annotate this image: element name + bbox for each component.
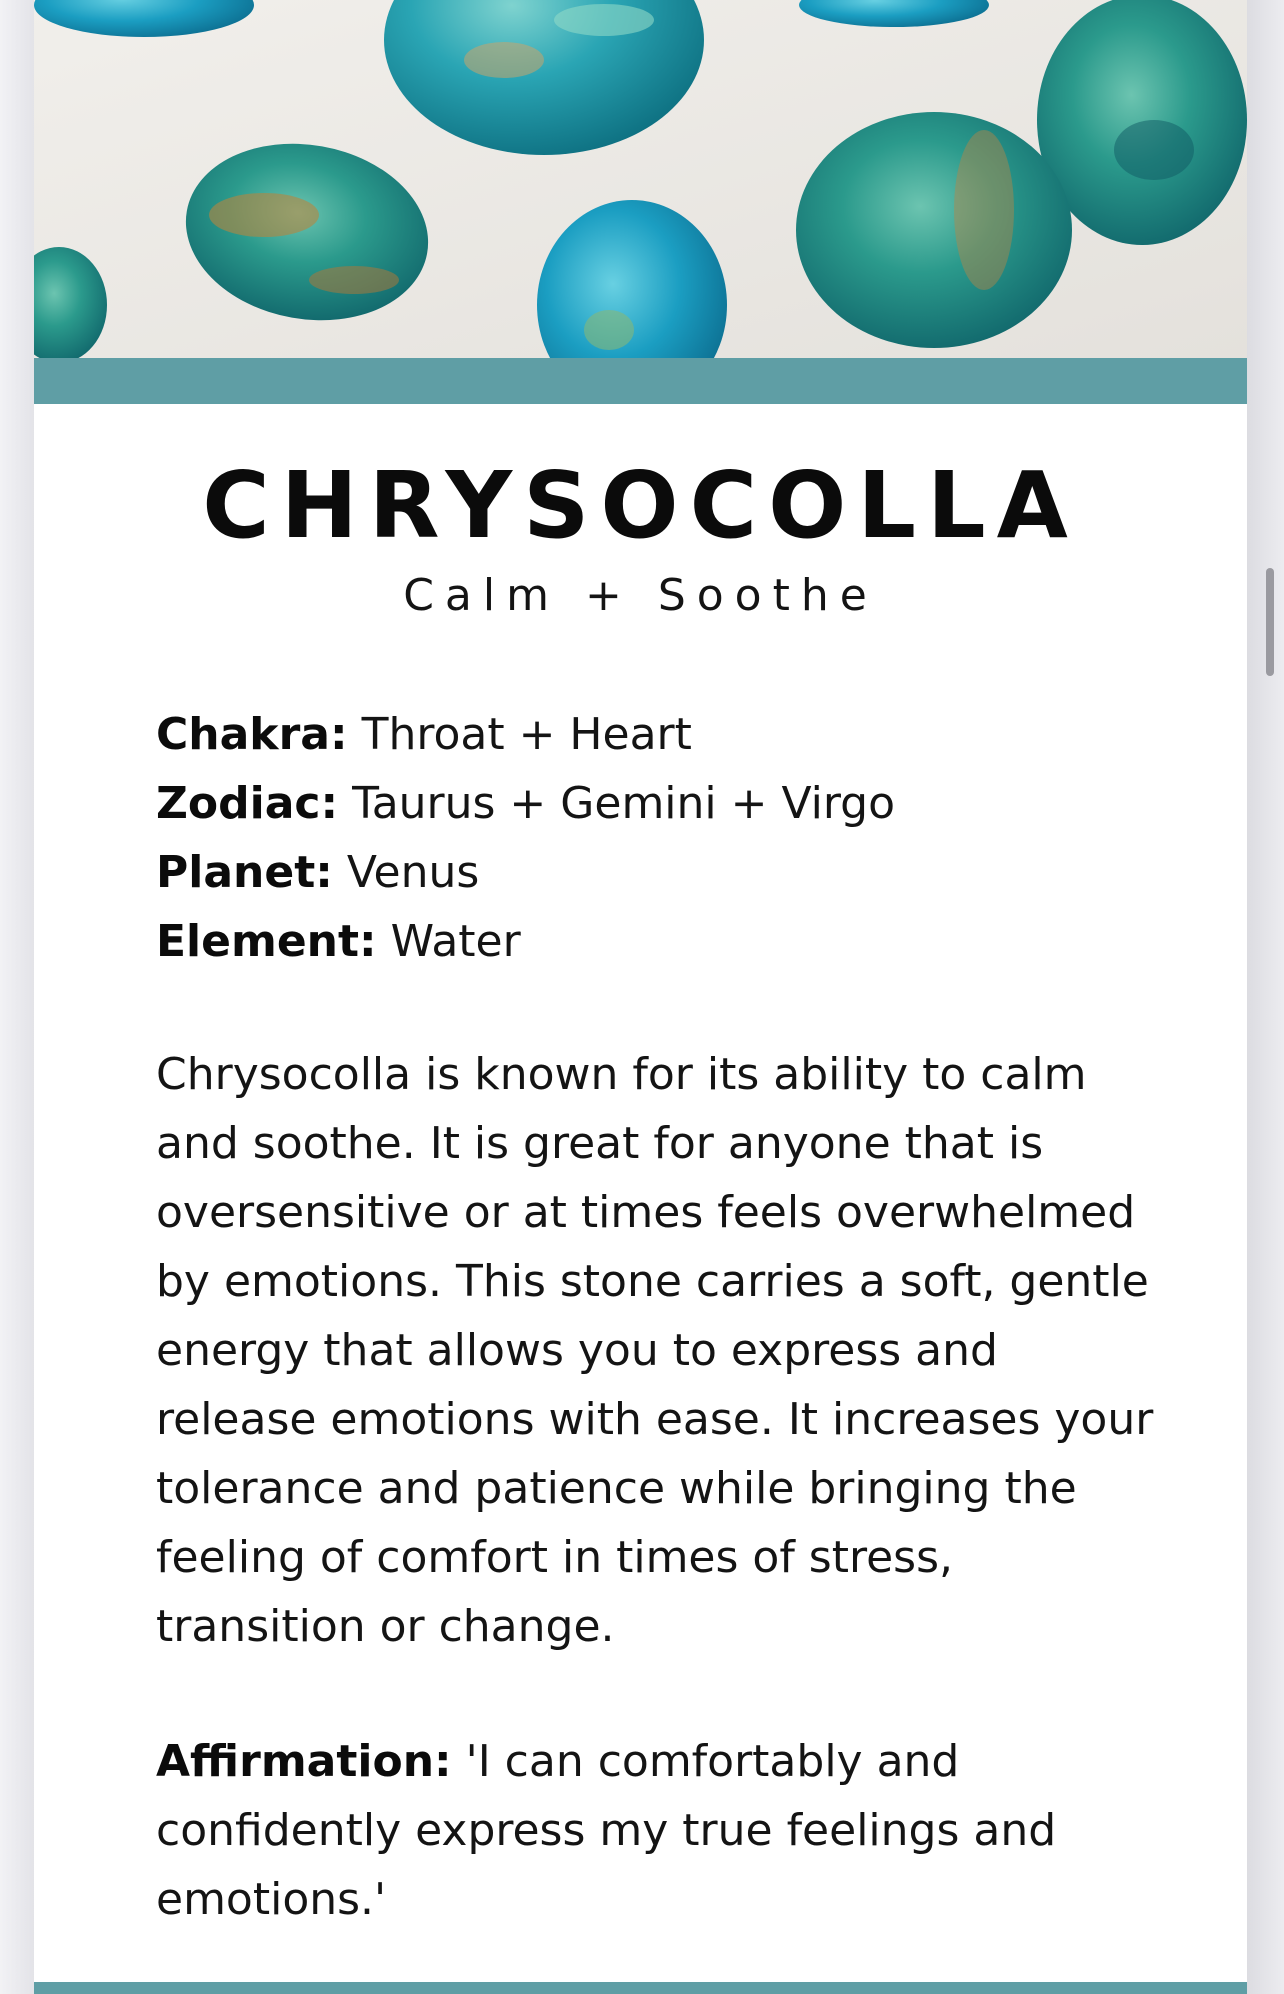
stone-description: Chrysocolla is known for its ability to calm and soothe. It is great for anyone that is oversensitive or at times feels overwhelmed by emotions. This stone carries a soft, gentle energy that allows you to express and release emotions with ease. It increases your tolerance and patience while bringing the feeling of comfort in times of stress, transition or change. xyxy=(156,1049,1154,1652)
property-label: Element: xyxy=(156,916,377,967)
stone-card xyxy=(34,0,1247,1994)
scrollbar-thumb[interactable] xyxy=(1266,568,1274,676)
property-element xyxy=(156,907,1156,976)
property-planet xyxy=(156,838,1156,907)
property-label: Planet: xyxy=(156,847,333,898)
property-chakra xyxy=(156,700,1156,769)
stones-photo xyxy=(34,0,1247,360)
stone-subtitle: Calm + Soothe xyxy=(403,570,878,621)
affirmation-label: Affirmation: xyxy=(156,1736,452,1787)
property-label: Zodiac: xyxy=(156,778,339,829)
affirmation-text: 'I can comfortably and confidently express my true feelings and emotions.' xyxy=(156,1736,1057,1925)
properties-list xyxy=(156,700,1156,976)
stone-shape xyxy=(796,112,1072,348)
stone-title: CHRYSOCOLLA xyxy=(202,452,1079,559)
property-value: Throat + Heart xyxy=(361,709,692,760)
page-margin-right xyxy=(1247,0,1284,1994)
accent-band-bottom xyxy=(34,1982,1247,1994)
property-label: Chakra: xyxy=(156,709,348,760)
property-value: Taurus + Gemini + Virgo xyxy=(352,778,896,829)
property-zodiac xyxy=(156,769,1156,838)
property-value: Venus xyxy=(346,847,480,898)
affirmation xyxy=(156,1727,1166,1934)
accent-band-top xyxy=(34,358,1247,404)
page-margin-left xyxy=(0,0,34,1994)
property-value: Water xyxy=(390,916,521,967)
